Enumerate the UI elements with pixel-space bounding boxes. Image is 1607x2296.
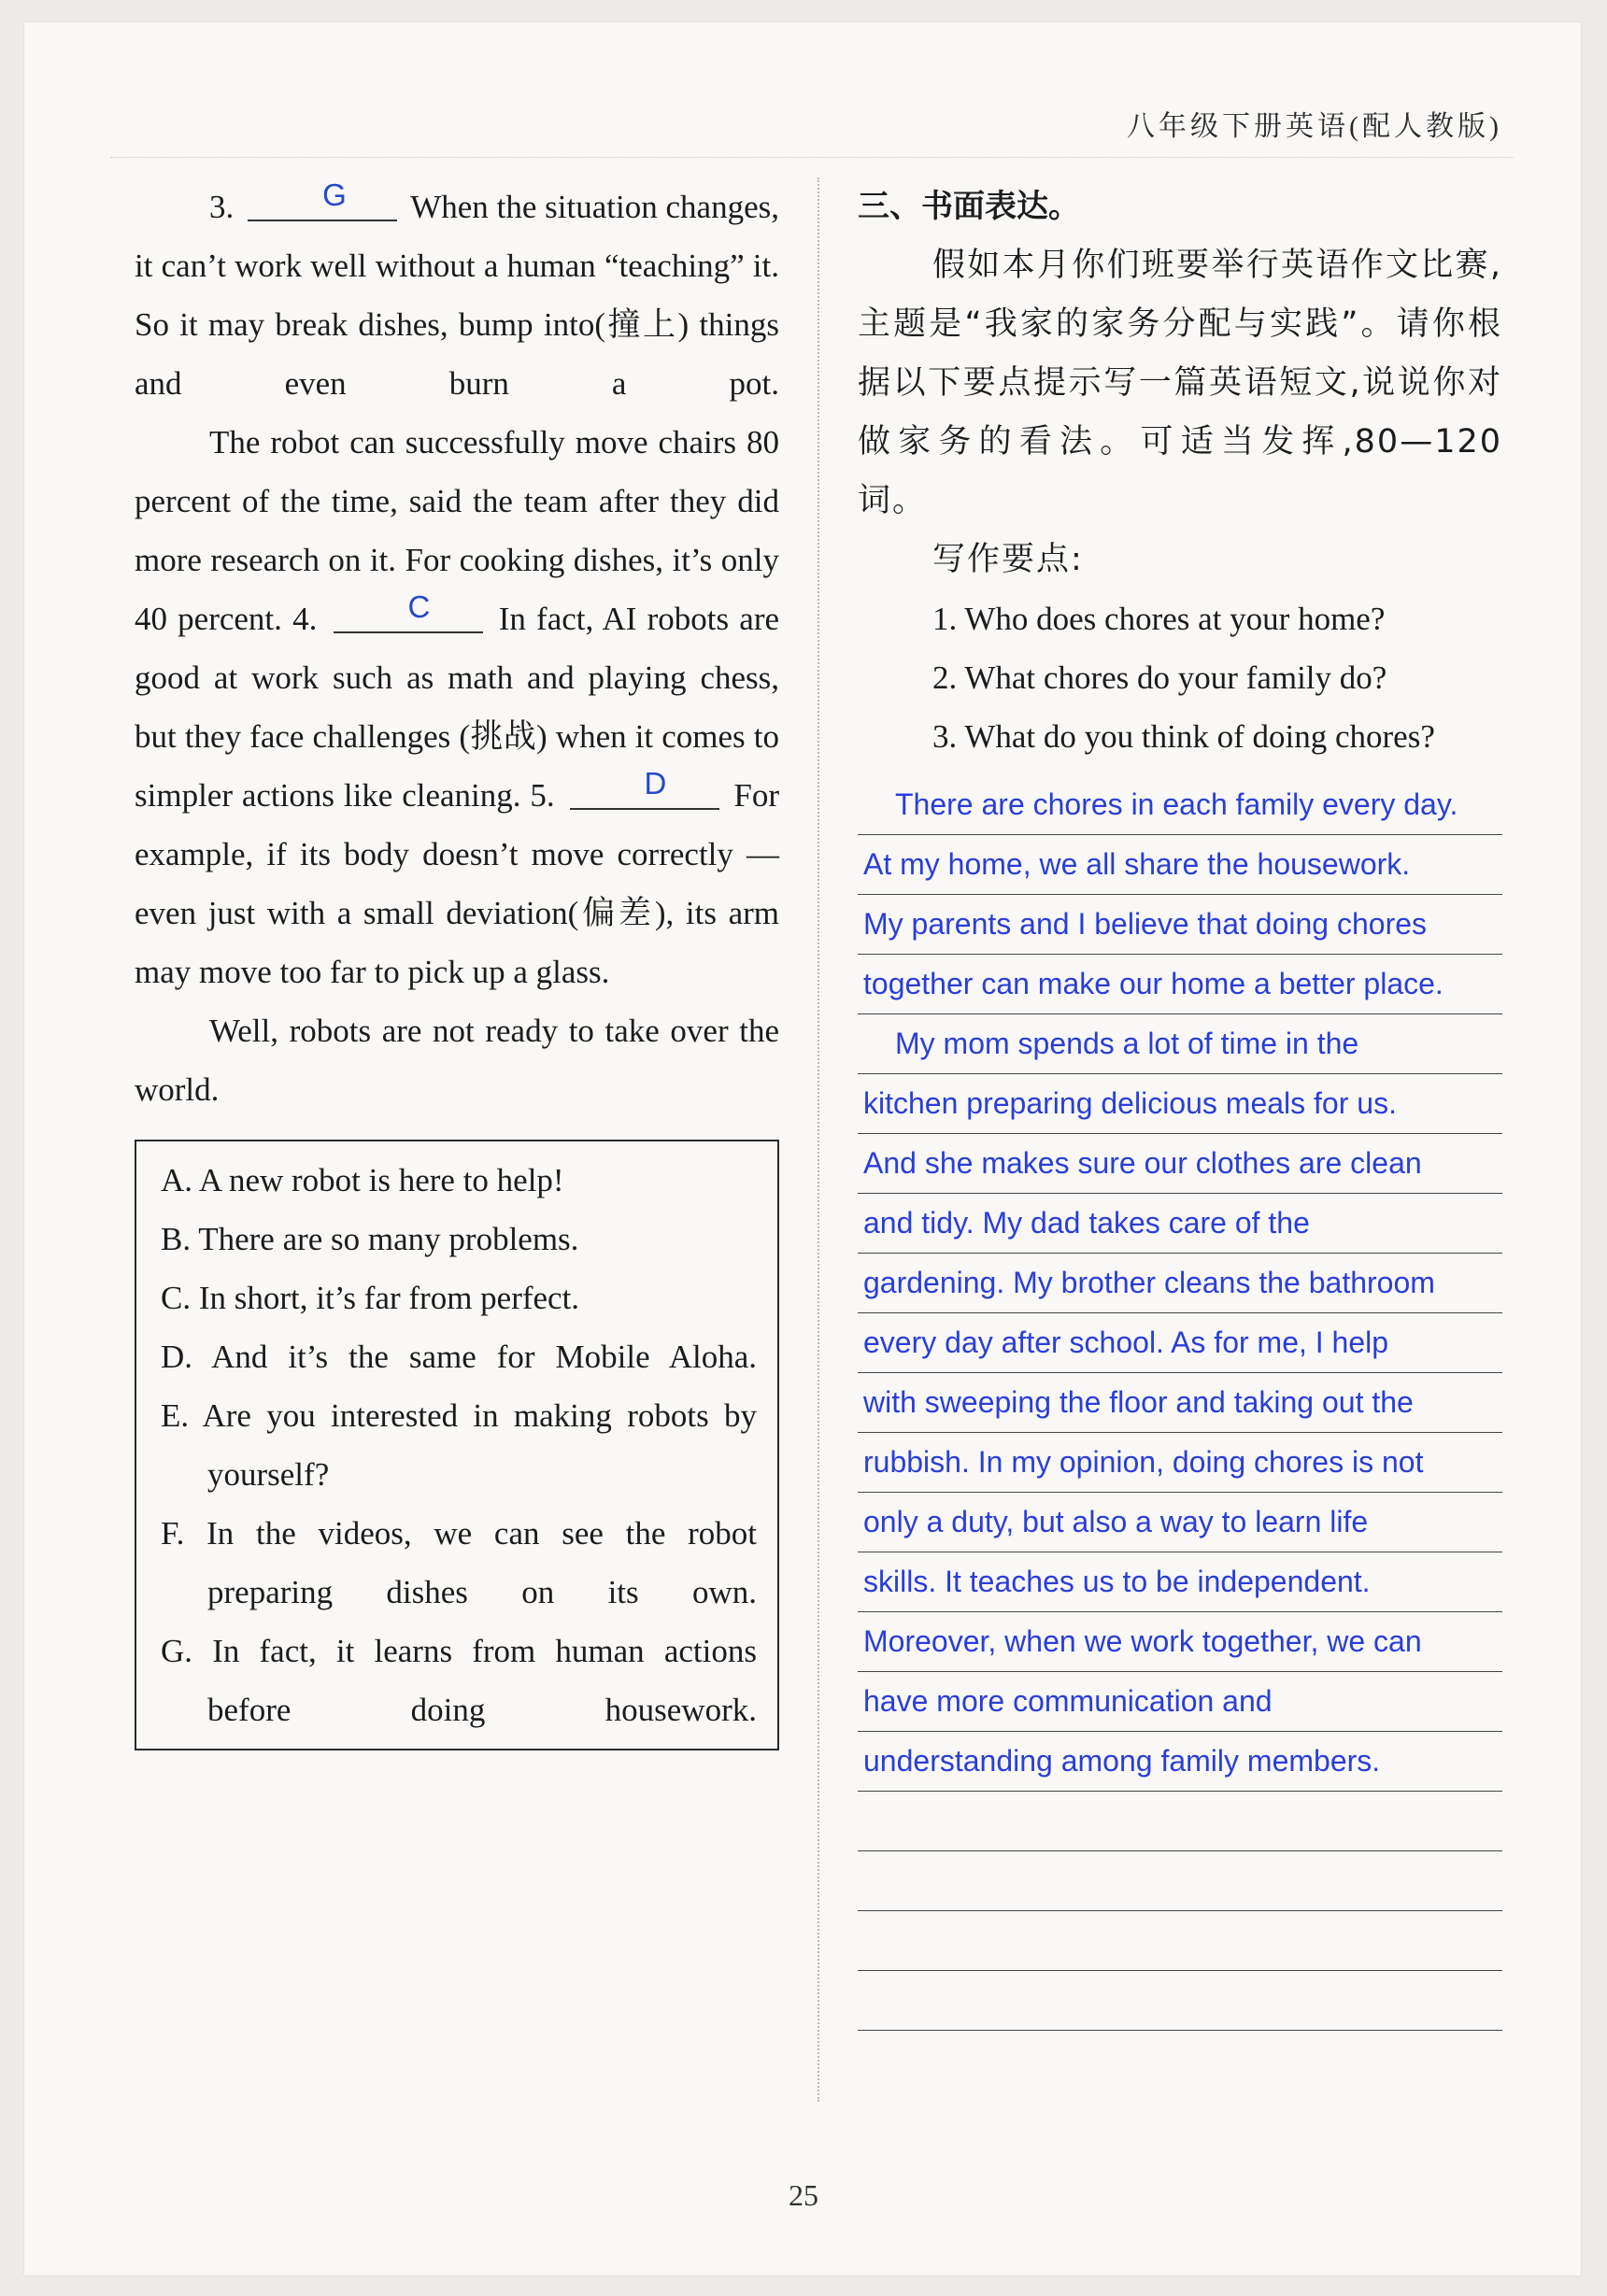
book-header: 八年级下册英语(配人教版) bbox=[1127, 111, 1502, 142]
essay-line: rubbish. In my opinion, doing chores is not bbox=[858, 1433, 1502, 1493]
essay-line: kitchen preparing delicious meals for us. bbox=[858, 1074, 1502, 1134]
blank-number-3: 3. bbox=[209, 189, 235, 225]
option-f: F. In the videos, we can see the robot preparing dishes on its own. bbox=[161, 1515, 757, 1610]
paragraph-4-text-a: The robot can successfully move chairs 80 percent of the time, said the team after they did more research on it. For cooking dishes, it’s only 40 percent. 4. bbox=[135, 424, 779, 637]
essay-line bbox=[858, 1911, 1502, 1971]
essay-line bbox=[858, 1851, 1502, 1911]
answer-blank-4[interactable] bbox=[334, 590, 483, 633]
essay-line: gardening. My brother cleans the bathroom bbox=[858, 1254, 1502, 1313]
answer-3: G bbox=[322, 177, 347, 212]
paragraph-3-text: When the situation changes, it can’t work well without a human “teaching” it. So it may break dishes, bump into(撞上) things and even burn a pot. bbox=[135, 189, 779, 402]
writing-area[interactable] bbox=[858, 775, 1502, 2031]
paragraph-4 bbox=[135, 413, 779, 1001]
paragraph-3 bbox=[135, 177, 779, 413]
option-c: C. In short, it’s far from perfect. bbox=[161, 1280, 580, 1316]
essay-line: Moreover, when we work together, we can bbox=[858, 1612, 1502, 1672]
essay-line bbox=[858, 1971, 1502, 2031]
paragraph-4-text-b: In fact, AI robots are good at work such as math and playing chess, but they face challenges (挑战) when it comes to simpler actions like cleaning. 5. bbox=[135, 601, 780, 814]
option-d: D. And it’s the same for Mobile Aloha. bbox=[161, 1339, 757, 1375]
options-box bbox=[135, 1140, 779, 1750]
option-b: B. There are so many problems. bbox=[161, 1221, 579, 1257]
answer-blank-3[interactable] bbox=[248, 178, 397, 221]
essay-line: understanding among family members. bbox=[858, 1732, 1502, 1792]
point-3: 3. What do you think of doing chores? bbox=[932, 718, 1435, 755]
essay-line bbox=[858, 1792, 1502, 1851]
left-column bbox=[135, 177, 779, 1750]
essay-line: At my home, we all share the housework. bbox=[858, 835, 1502, 895]
option-e: E. Are you interested in making robots by yourself? bbox=[161, 1397, 757, 1493]
essay-line: skills. It teaches us to be independent. bbox=[858, 1552, 1502, 1612]
points-title: 写作要点: bbox=[932, 541, 1084, 578]
answer-4: C bbox=[407, 589, 431, 624]
essay-line: And she makes sure our clothes are clean bbox=[858, 1134, 1502, 1194]
essay-line: with sweeping the floor and taking out the bbox=[858, 1373, 1502, 1433]
writing-prompt: 假如本月你们班要举行英语作文比赛,主题是“我家的家务分配与实践”。请你根据以下要点提示写一篇英语短文,说说你对做家务的看法。可适当发挥,80—120 词。 bbox=[858, 247, 1502, 519]
page-number: 25 bbox=[789, 2178, 818, 2212]
essay-line: have more communication and bbox=[858, 1672, 1502, 1732]
point-1: 1. Who does chores at your home? bbox=[932, 601, 1386, 637]
point-2: 2. What chores do your family do? bbox=[932, 659, 1387, 696]
essay-line: and tidy. My dad takes care of the bbox=[858, 1194, 1502, 1254]
essay-line: My mom spends a lot of time in the bbox=[858, 1014, 1502, 1074]
answer-5: D bbox=[644, 766, 667, 801]
section-title: 三、书面表达。 bbox=[858, 188, 1080, 225]
essay-line: together can make our home a better place. bbox=[858, 955, 1502, 1014]
paragraph-5: Well, robots are not ready to take over the world. bbox=[135, 1013, 779, 1108]
paragraph-4-text-c: For example, if its body doesn’t move correctly — even just with a small deviation(偏差), its arm may move too far to pick up a glass. bbox=[135, 777, 780, 990]
answer-blank-5[interactable] bbox=[570, 767, 719, 810]
essay-line: only a duty, but also a way to learn life bbox=[858, 1493, 1502, 1552]
header-rule bbox=[110, 157, 1514, 158]
essay-line: My parents and I believe that doing chores bbox=[858, 895, 1502, 955]
column-divider bbox=[818, 177, 819, 2102]
option-g: G. In fact, it learns from human actions before doing housework. bbox=[161, 1633, 757, 1728]
option-a: A. A new robot is here to help! bbox=[161, 1162, 564, 1198]
right-column bbox=[858, 177, 1502, 2031]
essay-line: every day after school. As for me, I help bbox=[858, 1313, 1502, 1373]
essay-line: There are chores in each family every day. bbox=[858, 775, 1502, 835]
